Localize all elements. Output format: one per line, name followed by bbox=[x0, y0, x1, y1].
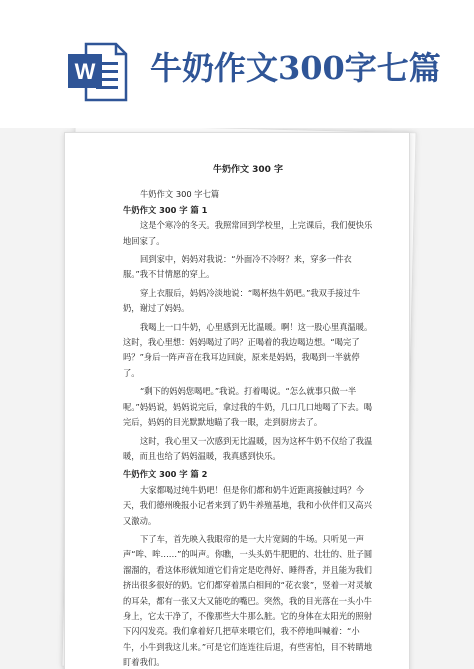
paragraph: 这时，我心里又一次感到无比温暖，因为这杯牛奶不仅给了我温暖，而且也给了妈妈温暖，我真感到快乐。 bbox=[123, 435, 373, 461]
document-body bbox=[123, 163, 373, 669]
document-subtitle: 牛奶作文 300 字七篇 bbox=[140, 189, 220, 200]
document-preview-area bbox=[0, 128, 474, 669]
section-heading: 牛奶作文 300 字 篇 1 bbox=[123, 204, 208, 215]
paragraph: 大家都喝过纯牛奶吧！但是你们都和奶牛近距离接触过吗？今天，我们德州晚报小记者来到了奶牛养殖基地，我和小伙伴们又高兴又激动。 bbox=[123, 484, 372, 526]
paragraph: 回到家中，妈妈对我说：“外面冷不冷呀？来，穿多一件衣服。”我不甘情愿的穿上。 bbox=[123, 254, 352, 280]
paragraph: 这是个寒冷的冬天。我照常回到学校里，上完课后，我们便快乐地回家了。 bbox=[123, 220, 373, 246]
document-page bbox=[64, 132, 410, 669]
title-banner bbox=[0, 0, 474, 128]
paragraph: 穿上衣服后，妈妈冷淡地说：“喝杯热牛奶吧。”我双手接过牛奶，谢过了妈妈。 bbox=[123, 287, 361, 314]
paragraph: 我喝上一口牛奶，心里感到无比温暖。啊！这一股心里真温暖。这时，我心里想：妈妈喝过了吗？正喝着的我边喝边想。“喝完了吗？”身后一阵声音在我耳边回旋，原来是妈妈，我喝到一半就停了。 bbox=[123, 321, 373, 378]
word-document-icon bbox=[66, 40, 130, 104]
word-icon-letter: W bbox=[74, 59, 96, 84]
page-title: 牛奶作文300字七篇 bbox=[150, 49, 441, 87]
document-title: 牛奶作文 300 字 bbox=[212, 165, 284, 175]
paragraph: “剩下的妈妈您喝吧。”我说。打着喝说。“怎么就事只做一半呢。”妈妈说，妈妈说完后，拿过我的牛奶，几口几口地喝了下去。喝完后，妈妈的目光默默地瞄了我一眼，走到厨房去了。 bbox=[123, 386, 373, 428]
paragraph: 下了车，首先映入我眼帘的是一大片宽阔的牛场。只听见一声声“哞、哞……”的叫声。你瞧，一头头奶牛肥肥的、壮壮的、肚子圆溜溜的，看这体形就知道它们肯定是吃得好、睡得香，并且能为我们挤出很多很好的奶。它们都穿着黑白相间的“花衣裳”，竖着一对灵敏的耳朵，都有一张又大又能吃的嘴巴。突然，我的目光落在一头小牛身上，它太干净了，不像那些大牛那么脏。它的身体在太阳光的照射下闪闪发亮。我们拿着好几把草来喂它们，我不停地叫喊着：“小牛，小牛到我这儿来。”可是它们连连往后退，有些害怕，目不转睛地盯着我们。 bbox=[123, 533, 373, 668]
section-heading: 牛奶作文 300 字 篇 2 bbox=[123, 469, 208, 480]
